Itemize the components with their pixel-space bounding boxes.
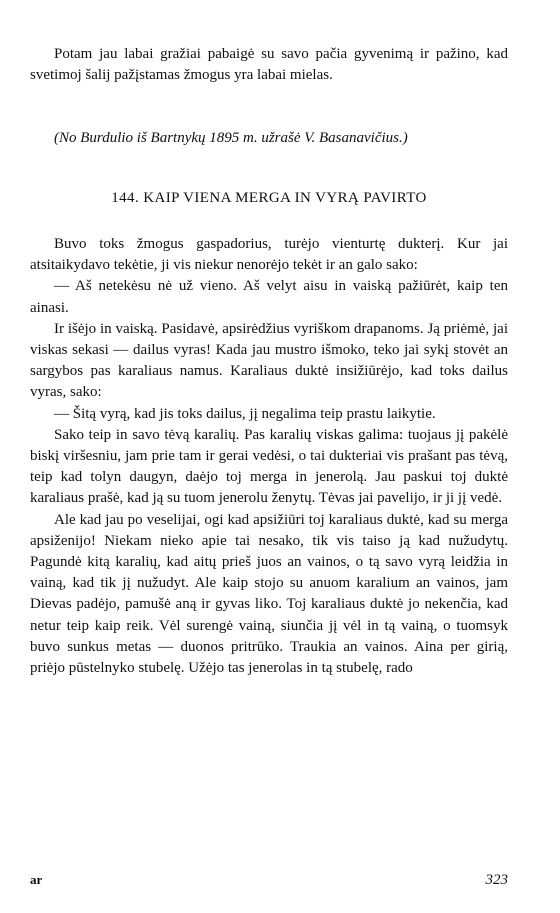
story-paragraph: Buvo toks žmogus gaspadorius, turėjo vienturtę dukterį. Kur jai atsitaikydavo tekėtie, ji vis niekur nenorėjo tekėt ir an galo sako:	[30, 236, 508, 274]
page-footer	[30, 872, 508, 894]
page-number: 323	[485, 872, 508, 888]
story-paragraph: — Šitą vyrą, kad jis toks dailus, jį negalima teip prastu laikytie.	[54, 405, 436, 422]
story-paragraph: — Aš netekėsu nė už vieno. Aš velyt aisu in vaiską pažiūrėt, kaip ten ainasi.	[30, 278, 508, 316]
story-body	[30, 234, 508, 679]
intro-paragraph: Potam jau labai gražiai pabaigė su savo pačia gyvenimą ir pažino, kad svetimoj šalij pažįstamas žmogus yra labai mielas.	[30, 46, 508, 83]
source-note: (No Burdulio iš Bartnykų 1895 m. užrašė V. Basanavičius.)	[54, 130, 408, 146]
printer-signature: ar	[30, 872, 43, 887]
story-paragraph: Sako teip in savo tėvą karalių. Pas karalių viskas galima: tuojaus jį pakėlė biskį viršesniu, jam prie tam ir gerai vedėsi, o tai dukteriai vis prašant pas tėvą, teip kad tolyn daugyn, daėjo toj merga in jenerolą. Jau paskui toj duktė karaliaus prašė, kad ją su tuom jenerolu ženytų. Tėvas jai pavelijo, ir ji jį vedė.	[30, 426, 508, 507]
story-paragraph: Ale kad jau po veselijai, ogi kad apsižiūri toj karaliaus duktė, kad su merga apsiženijo! Niekam nieko apie tai nesako, tik vis taiso ją kad nužudytų. Pagundė kitą karalių, kad aitų prieš juos an vainos, o tą savo vyrą leidžia in vainą, kad tik jį nužudyt. Ale kaip stojo su anuom karalium an vainos, jam Dievas padėjo, pamušė aną ir gyvas liko. Toj karaliaus duktė jo nekenčia, kad netur teip kaip reik. Vėl surengė vainą, siunčia jį vėl in tą vainą, o tuomsyk buvo sunkus metas — duonos pritrūko. Traukia an vainos. Aina per girią, priėjo pūstelnyko stubelę. Užėjo tas jenerolas in tą stubelę, rado	[30, 511, 508, 677]
book-page	[30, 0, 510, 913]
story-paragraph: Ir išėjo in vaiską. Pasidavė, apsirėdžius vyriškom drapanoms. Ją priėmė, jai viskas sekasi — dailus vyras! Kada jau mustro išmoko, teko jai sykį stovėt an sargybos pas karaliaus namus. Karaliaus duktė insižiūrėjo, kad toks dailus vyras, sako:	[30, 320, 508, 401]
story-heading: 144. KAIP VIENA MERGA IN VYRĄ PAVIRTO	[111, 190, 427, 206]
